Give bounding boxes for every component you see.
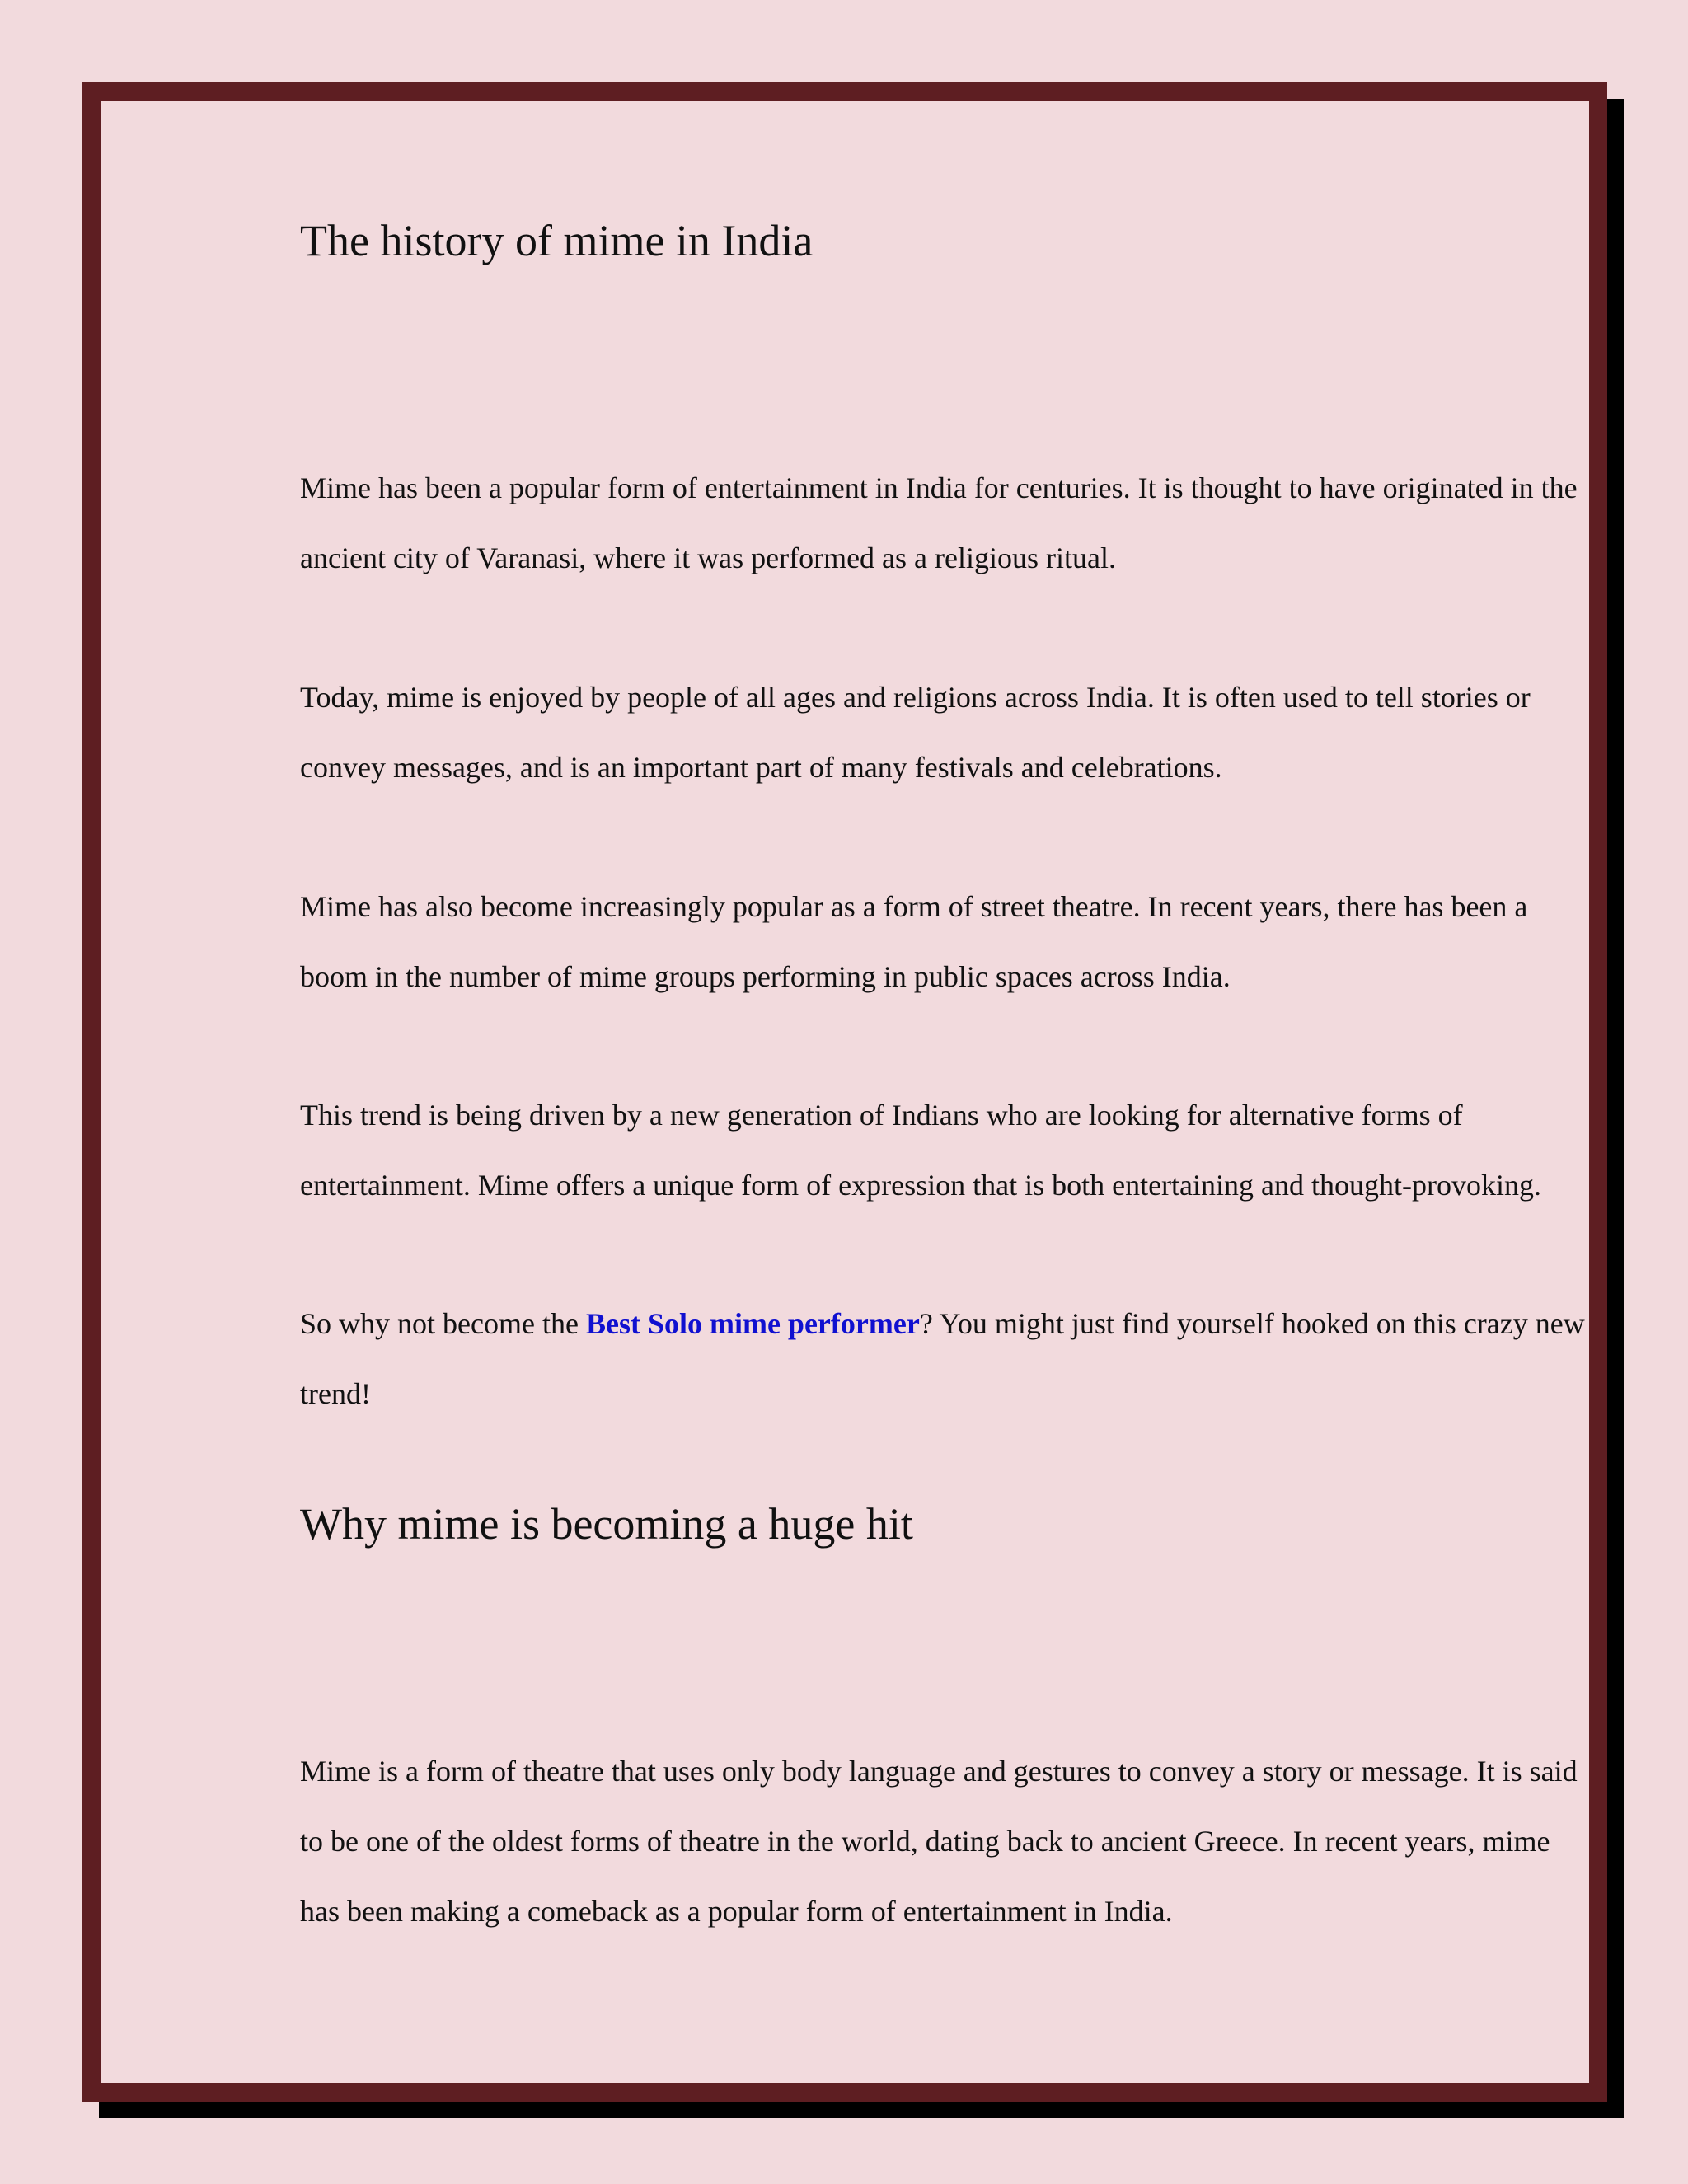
paragraph-mime-definition: Mime is a form of theatre that uses only body language and gestures to convey a story or message. It is said to be one of the oldest forms of theatre in the world, dating back to ancient Greece. In recent years, mime has been making a comeback as a popular form of entertainment in India. [300, 1755, 1578, 1928]
paragraph-today: Today, mime is enjoyed by people of all ages and religions across India. It is often used to tell stories or convey messages, and is an important part of many festivals and celebrations. [300, 681, 1531, 784]
paragraph-origins: Mime has been a popular form of entertainment in India for centuries. It is thought to have originated in the ancient city of Varanasi, where it was performed as a religious ritual. [300, 471, 1578, 574]
heading-why-mime-is-a-hit: Why mime is becoming a huge hit [300, 1499, 913, 1549]
paragraph-street-theatre: Mime has also become increasingly popular as a form of street theatre. In recent years, there has been a boom in the number of mime groups performing in public spaces across India. [300, 890, 1528, 993]
cta-text-after: ? You might just find yourself hooked on this crazy new trend! [300, 1307, 1585, 1410]
paragraph-new-generation: This trend is being driven by a new generation of Indians who are looking for alternative forms of entertainment. Mime offers a unique form of expression that is both entertaining and thought-provoking. [300, 1099, 1541, 1202]
cta-text-before: So why not become the [300, 1307, 586, 1340]
document-frame [82, 82, 1607, 2102]
heading-history-of-mime: The history of mime in India [300, 216, 814, 265]
paragraph-call-to-action [300, 1289, 1594, 1429]
best-solo-mime-performer-link[interactable]: Best Solo mime performer [585, 1307, 920, 1340]
